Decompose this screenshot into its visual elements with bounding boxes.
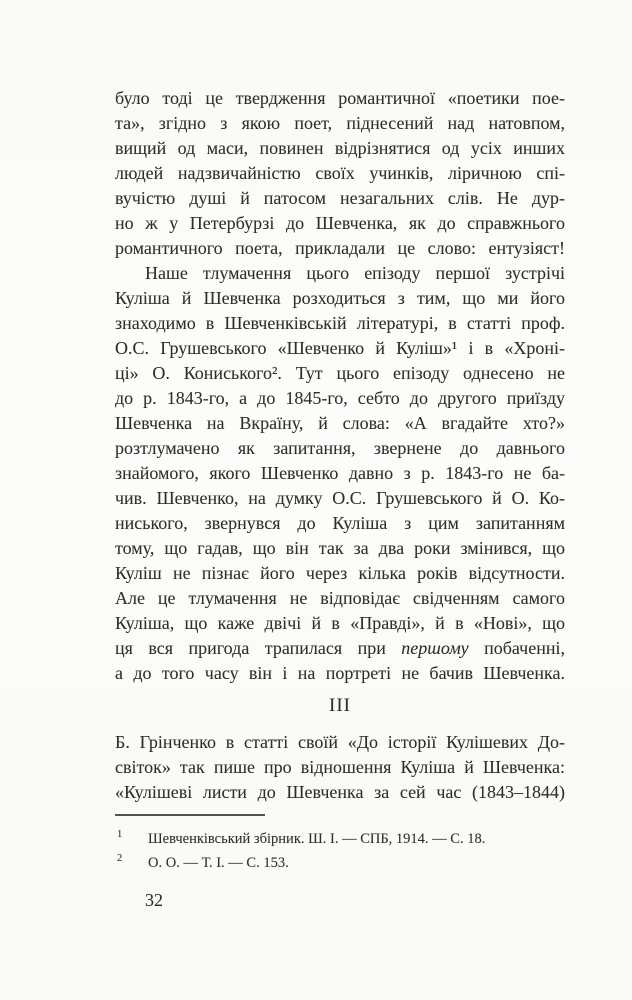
page-number: 32 bbox=[145, 890, 163, 910]
footnote-marker: 2 bbox=[117, 852, 123, 864]
text-line bbox=[115, 636, 565, 661]
text-line: вучістю душі й патосом незагальних слів. Не дур- bbox=[115, 188, 565, 208]
text-line: Куліш не пізнає його через кілька років відсутности. bbox=[115, 563, 565, 583]
footnote-text: Шевченківський збірник. Ш. І. — СПБ, 1914. — С. 18. bbox=[148, 831, 486, 847]
section-heading: III bbox=[329, 695, 351, 716]
text-line: знайомого, якого Шевченко давно з р. 1843-го не ба- bbox=[115, 463, 565, 483]
text-line: «Кулішеві листи до Шевченка за сей час (1843–1844) bbox=[115, 782, 565, 802]
text-line: Шевченка на Вкраїну, й слова: «А вгадайте хто?» bbox=[115, 413, 565, 433]
text-line: но ж у Петербурзі до Шевченка, як до справжнього bbox=[115, 213, 565, 233]
footnote-text: О. О. — Т. І. — С. 153. bbox=[148, 854, 289, 871]
paragraph-2 bbox=[115, 261, 565, 686]
text-line: Куліша й Шевченка розходиться з тим, що ми його bbox=[115, 288, 565, 308]
text-line: Б. Грінченко в статті своїй «До історії Кулішевих До- bbox=[115, 732, 565, 752]
text-line: Але це тлумачення не відповідає свідченням самого bbox=[115, 588, 565, 608]
text-line: Куліша, що каже двічі й в «Правді», й в «Нові», що bbox=[115, 613, 565, 633]
paragraph-3 bbox=[115, 730, 565, 805]
text-line: а до того часу він і на портреті не бачив Шевченка. bbox=[115, 663, 565, 683]
text-line: ниського, звернувся до Куліша з цим запитанням bbox=[115, 513, 565, 533]
footnotes bbox=[115, 828, 565, 875]
text-line: Наше тлумачення цього епізоду першої зустрічі bbox=[145, 263, 565, 283]
footnote-marker: 1 bbox=[117, 829, 123, 840]
page-text bbox=[115, 86, 565, 913]
text-line: було тоді це твердження романтичної «поетики пое- bbox=[115, 88, 565, 108]
text-line: ці» О. Кониського². Тут цього епізоду однесено не bbox=[115, 363, 565, 383]
text-line: чив. Шевченко, на думку О.С. Грушевського й О. Ко- bbox=[115, 488, 565, 508]
italic-word: першому bbox=[401, 638, 469, 658]
text-line: знаходимо в Шевченківській літературі, в статті проф. bbox=[115, 313, 565, 333]
text-line: до р. 1843-го, а до 1845-го, себто до другого приїзду bbox=[115, 388, 565, 408]
footnote-divider bbox=[115, 814, 265, 816]
text-line: О.С. Грушевського «Шевченко й Куліш»¹ і в «Хроні- bbox=[115, 338, 565, 358]
footnote bbox=[115, 828, 565, 852]
text-line: та», згідно з якою поет, піднесений над натовпом, bbox=[115, 113, 565, 133]
text-line: романтичного поета, прикладали це слово: ентузіяст! bbox=[115, 238, 565, 258]
text-line: людей надзвичайністю своїх учинків, ліричною спі- bbox=[115, 163, 565, 183]
text-segment: побаченні, bbox=[468, 638, 565, 658]
paragraph-1 bbox=[115, 86, 565, 261]
text-line: розтлумачено як запитання, звернене до давнього bbox=[115, 438, 565, 458]
text-segment: ця вся пригода трапилася при bbox=[115, 638, 402, 658]
footnote bbox=[115, 852, 565, 876]
text-line: вищий од маси, повинен відрізнятися од усіх инших bbox=[115, 138, 565, 158]
text-line: світок» так пише про відношення Куліша й Шевченка: bbox=[115, 757, 565, 777]
text-line: тому, що гадав, що він так за два роки змінився, що bbox=[115, 538, 565, 558]
